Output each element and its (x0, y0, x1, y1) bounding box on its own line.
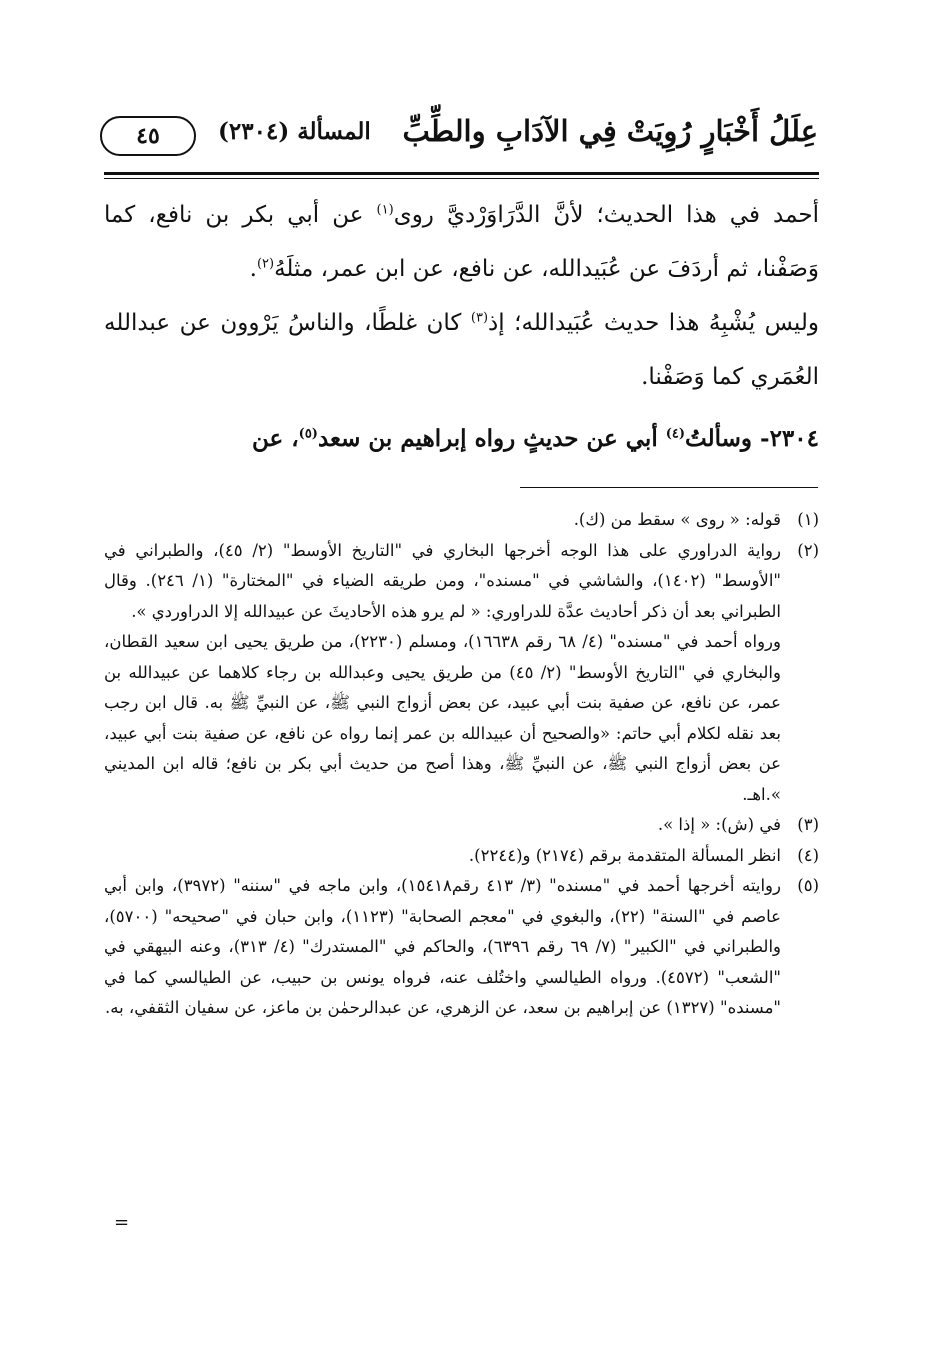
para1-text-c: . (249, 256, 257, 282)
footnote-ref-1[interactable]: (١) (376, 202, 394, 218)
footnote-separator (520, 487, 818, 488)
footnote-text: انظر المسألة المتقدمة برقم (٢١٧٤) و(٢٢٤٤). (468, 845, 781, 865)
footnote-body (104, 841, 781, 872)
para1-text-b: عن أبي بكر بن نافع، كما وَصَفْنا، ثم أردَفَ عن عُبَيدالله، عن نافع، عن ابن عمر، مثلَهُ (104, 202, 819, 282)
footnote-text: روايته أخرجها أحمد في "مسنده" (٣/ ٤١٣ رقم١٥٤١٨)، وابن ماجه في "سننه" (٣٩٧٢)، وابن أبي عاصم في "السنة" (٢٢)، والبغوي في "معجم الصحابة" (١١٢٣)، وابن حبان في "صحيحه" (٥٧٠٠)، والطبراني في "الكبير" (٧/ ٦٩ رقم ٦٣٩٦)، والحاكم في "المستدرك" (٤/ ٣١٣)، وعنه البيهقي في "الشعب" (٤٥٧٢). ورواه الطيالسي واختُلف عنه، فرواه يونس بن حبيب، عن الطيالسي كما في "مسنده" (١٣٢٧) عن إبراهيم بن سعد، عن الزهري، عن عبدالرحمٰن بن ماعز، عن سفيان الثقفي، به. (104, 876, 782, 1017)
footnote-text: قوله: « روى » سقط من (ك). (573, 510, 781, 529)
para1-text-a: أحمد في هذا الحديث؛ لأنَّ الدَّرَاوَرْديَّ روى (393, 202, 819, 228)
footnote-number: (١) (797, 510, 819, 529)
para2-text-a: وليس يُشْبِهُ هذا حديث عُبَيدالله؛ إذ (488, 310, 819, 336)
footnote-body (104, 505, 781, 536)
footnote-number: (٥) (797, 876, 819, 895)
footnote-ref-2[interactable]: (٢) (256, 256, 275, 272)
para3-text-b: أبي عن حديثٍ رواه إبراهيم بن سعد (317, 425, 666, 452)
para2-text-b: كان غلطًا، والناسُ يَرْوون عن عبدالله العُمَري كما وَصَفْنا. (104, 310, 819, 390)
footnote-body (104, 536, 781, 811)
para3-text-c: ، عن (251, 425, 299, 452)
paragraph-2 (104, 296, 819, 404)
footnote-2 (104, 536, 819, 811)
main-text (104, 188, 819, 466)
footnotes (104, 505, 819, 1024)
page-header (100, 108, 818, 170)
question-heading (104, 412, 819, 466)
footnote-ref-3[interactable]: (٣) (470, 310, 489, 326)
footnote-text: في (ش): « إذا ». (657, 815, 781, 834)
footnote-text: ورواه أحمد في "مسنده" (٤/ ٦٨ رقم ١٦٦٣٨)، ومسلم (٢٢٣٠)، من طريق يحيى ابن سعيد القطان، والبخاري في "التاريخ الأوسط" (٢/ ٤٥) من طريق يحيى وعبدالله بن رجاء كلاهما عن عبيدالله بن عمر، عن نافع، عن صفية بنت أبي عبيد، عن بعض أزواج النبي ﷺ، عن النبيِّ ﷺ به. قال ابن رجب بعد نقله لكلام أبي حاتم: «والصحيح أن عبيدالله بن عمر إنما رواه عن نافع، عن صفية بنت أبي عبيد، عن بعض أزواج النبي ﷺ، عن النبيِّ ﷺ، وهذا أصح من حديث أبي بكر بن نافع؛ قاله ابن المديني ».اهـ. (104, 632, 781, 804)
header-rule-thin (104, 178, 819, 179)
footnote-text: رواية الدراوري على هذا الوجه أخرجها البخاري في "التاريخ الأوسط" (٢/ ٤٥)، والطبراني في "الأوسط" (١٤٠٢)، والشاشي في "مسنده"، ومن طريقه الضياء في "المختارة" (١/ ٢٤٦). وقال الطبراني بعد أن ذكر أحاديث عدَّة للدراوري: « لم يرو هذه الأحاديثَ عن عبيدالله إلا الدراوردي ». (104, 540, 782, 621)
footnote-4 (104, 841, 819, 872)
continuation-mark: = (114, 1212, 130, 1233)
footnote-ref-4[interactable]: (٤) (665, 426, 686, 442)
masala-label: المسألة (٢٣٠٤) (218, 118, 371, 145)
footnote-ref-5[interactable]: (٥) (298, 426, 318, 442)
footnote-1 (104, 505, 819, 536)
footnote-5 (104, 871, 819, 1024)
header-rule-thick (104, 172, 819, 175)
footnote-number: (٢) (797, 540, 819, 560)
paragraph-1 (104, 188, 819, 296)
footnote-number: (٣) (797, 815, 819, 834)
book-title: عِلَلُ أَخْبَارٍ رُوِيَتْ فِي الآدَابِ والطِّبِّ (402, 114, 818, 148)
footnote-body (104, 871, 781, 1024)
footnote-3 (104, 810, 819, 841)
para3-text-a: ٢٣٠٤- وسألتُ (685, 425, 819, 452)
footnote-number: (٤) (797, 845, 819, 865)
page-number: ٤٥ (100, 116, 196, 156)
footnote-body (104, 810, 781, 841)
